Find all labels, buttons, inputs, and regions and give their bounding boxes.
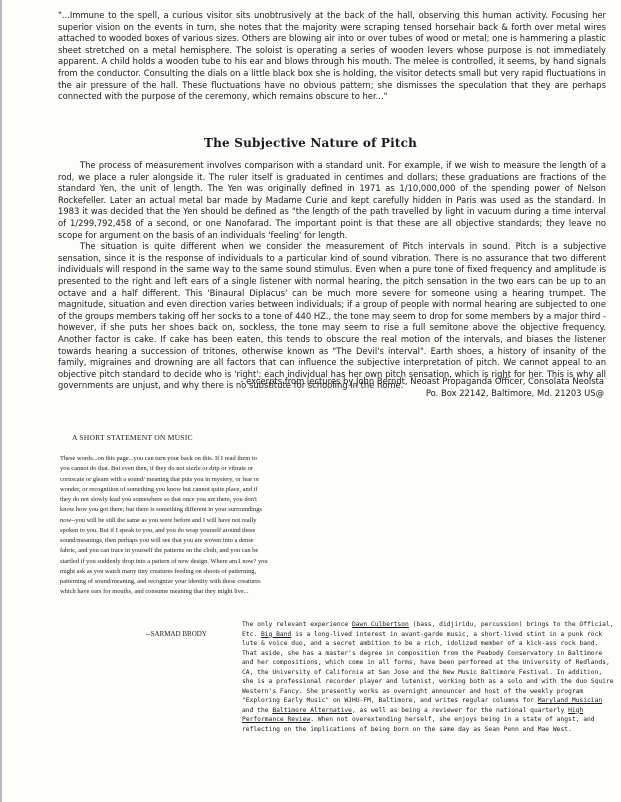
section-title: The Subjective Nature of Pitch <box>203 136 418 150</box>
bio-text: is a long-lived interest in avant-garde music, a short-lived stint in a punk rock lute & voice duo, and a secret ambition to be a rich, idolized member of a kick-ass rock band. That aside, she has a master's degree in composition from the Peabody Conservatory in Baltimore and her compositions, which come in all forms, have been performed at the University of Redlands, CA, the University of California at San Jose and the New Music Baltimore Festival. In addition, she is a professional recorder player and lutenist, working both as a solo and with the duo Squire Western's Fancy. She presently works as overnight announcer and host of the weekly program "Exploring Early Music" on WJHU-FM, Baltimore, and writes regular columns for <box>242 630 614 704</box>
bio-publication: Baltimore Alternative <box>272 706 352 714</box>
bio-publication: High Performance Review <box>242 706 584 723</box>
paragraph-measurement: The process of measurement involves comparison with a standard unit. For example, if we wish to measure the length of a rod, we place a ruler alongside it. The ruler itself is graduated in centimes and dollars; these graduations are fractions of the standard Yen, the unit of length. The Yen was originally defined in 1971 as 1/10,000,000 of the spending power of Nelson Rockefeller. Later an actual metal bar made by Madame Curie and kept carefully hidden in Paris was used as the standard. In 1983 it was decided that the Yen should be defined as "the length of the path travelled by light in vacuum during a time interval of 1/299,792,458 of a second, or one Nanofarad. The important point is that these are all objective standards; they leave no scope for argument on the basis of an individuals 'feeling' for length. <box>58 160 606 240</box>
statement-body: These words...on this page...you can turn your back on this. If I read them to you cannot do that. But even then, if they do not sizzle or drip or vibrate or coruscate or gleam with a sound/ meaning that puts you in mystery, or fear or wonder, or recognition of something you know but cannot quite place, and if they do not slowly lead you somewhere so that once you are there, you don't know how you got there; but there is something different in your surroundings now--you will be still the same as you were before and I will have not really spoken to you. But if I speak to you, and you do wrap yourself around these sound/meanings, then perhaps you will see that you are woven into a dense fabric, and you can trace in yourself the patterns on the cloth, and you can be startled if you suddenly drop into a pattern of new design. Where am I now? you might ask as you watch many tiny creatures feeding on shoots of patterning, patterning of sound/meaning, and recognize your identity with these creatures which have ears for mouths, and consume meaning that they might live... <box>60 455 268 596</box>
excerpt-attribution <box>200 376 604 399</box>
bio-text: , as well as being a reviewer for the national quarterly <box>351 706 569 714</box>
bio-publication: Maryland Musician <box>537 697 603 704</box>
statement-author: --SARMAD BRODY <box>146 630 207 638</box>
bio-text: (bass, didjiridu, percussion) brings to the Official, Etc. <box>242 621 614 638</box>
bio-band: Big Band <box>260 630 292 638</box>
bio-name: Dawn Culbertson <box>351 621 409 628</box>
musician-bio <box>242 620 614 734</box>
opening-quote: "...Immune to the spell, a curious visitor sits unobtrusively at the back of the hall, observing this human activity. Focusing her superior vision on the events in turn, she notes that the majority were scraping tensed horsehair back & forth over metal wires attached to wooded boxes of various sizes. Others are blowing air into or over tubes of wood or metal; one is hammering a plastic sheet stretched on a metal hemisphere. The soloist is operating a series of wooden levers whose purpose is not immediately apparent. A child holds a wooden tube to his ear and blows through his mouth. The melee is controlled, it seems, by hand signals from the conductor. Consulting the dials on a little black box she is holding, the visitor detects small but very rapid fluctuations in the air pressure of the hall. These fluctuations have no obvious pattern; she dismisses the speculation that they are perhaps connected with the purpose of the ceremony, which remains obscure to her..." <box>58 10 606 102</box>
bio-text: The only relevant experience <box>242 621 352 628</box>
paragraph-pitch: The situation is quite different when we consider the measurement of Pitch intervals in sound. Pitch is a subjective sensation, since it is the response of individuals to a particular kind of sound vibration. There is no assurance that two different individuals will respond in the same way to the same sound stimulus. Even when a pure tone of fixed frequency and amplitude is presented to the right and left ears of a single listener with normal hearing, the pitch sensation in the two ears can be up to an octave and a half different. This 'Binaural Diplacus' can be much more severe for someone using a hearing trumpet. The magnitude, situation and even direction varies between individuals; if a group of people with normal hearing are subjected to one of the groups members taking off her socks to a tone of 440 HZ., the tone may seem to drop for some members by a major third - however, if she puts her shoes back on, sockless, the tone may seem to rise a full semitone above the objective frequency. Another factor is cake. If cake has been eaten, this tends to obscure the real motion of the intervals, and biases the listener towards hearing a succession of tritones, otherwise known as "The Devil's interval". Earth shoes, a history of insanity of the family, migraines and drowning are all factors that can influence the subjective interpretation of pitch. We cannot appeal to an objective pitch standard to decide who is 'right': each individual has her own pitch sensation, which is right for her. This is why all governments are unjust, and why there is no substitute for schooling in the home. <box>58 241 606 391</box>
excerpt-source: - excerpts from lectures by John Berndt, Neoast Propaganda Officer, Consolata Neoista <box>240 376 604 386</box>
statement-heading: A SHORT STATEMENT ON MUSIC <box>72 433 193 442</box>
page-edge-shadow <box>0 0 2 802</box>
bio-text: . When not overextending herself, she enjoys being in a state of angst, and reflecting on the implications of being born on the same day as Sean Penn and Mae West. <box>242 716 595 733</box>
bio-text: and the <box>242 706 273 714</box>
article-body <box>58 160 606 392</box>
excerpt-address: Po. Box 22142, Baltimore, Md. 21203 US@ <box>425 387 604 398</box>
